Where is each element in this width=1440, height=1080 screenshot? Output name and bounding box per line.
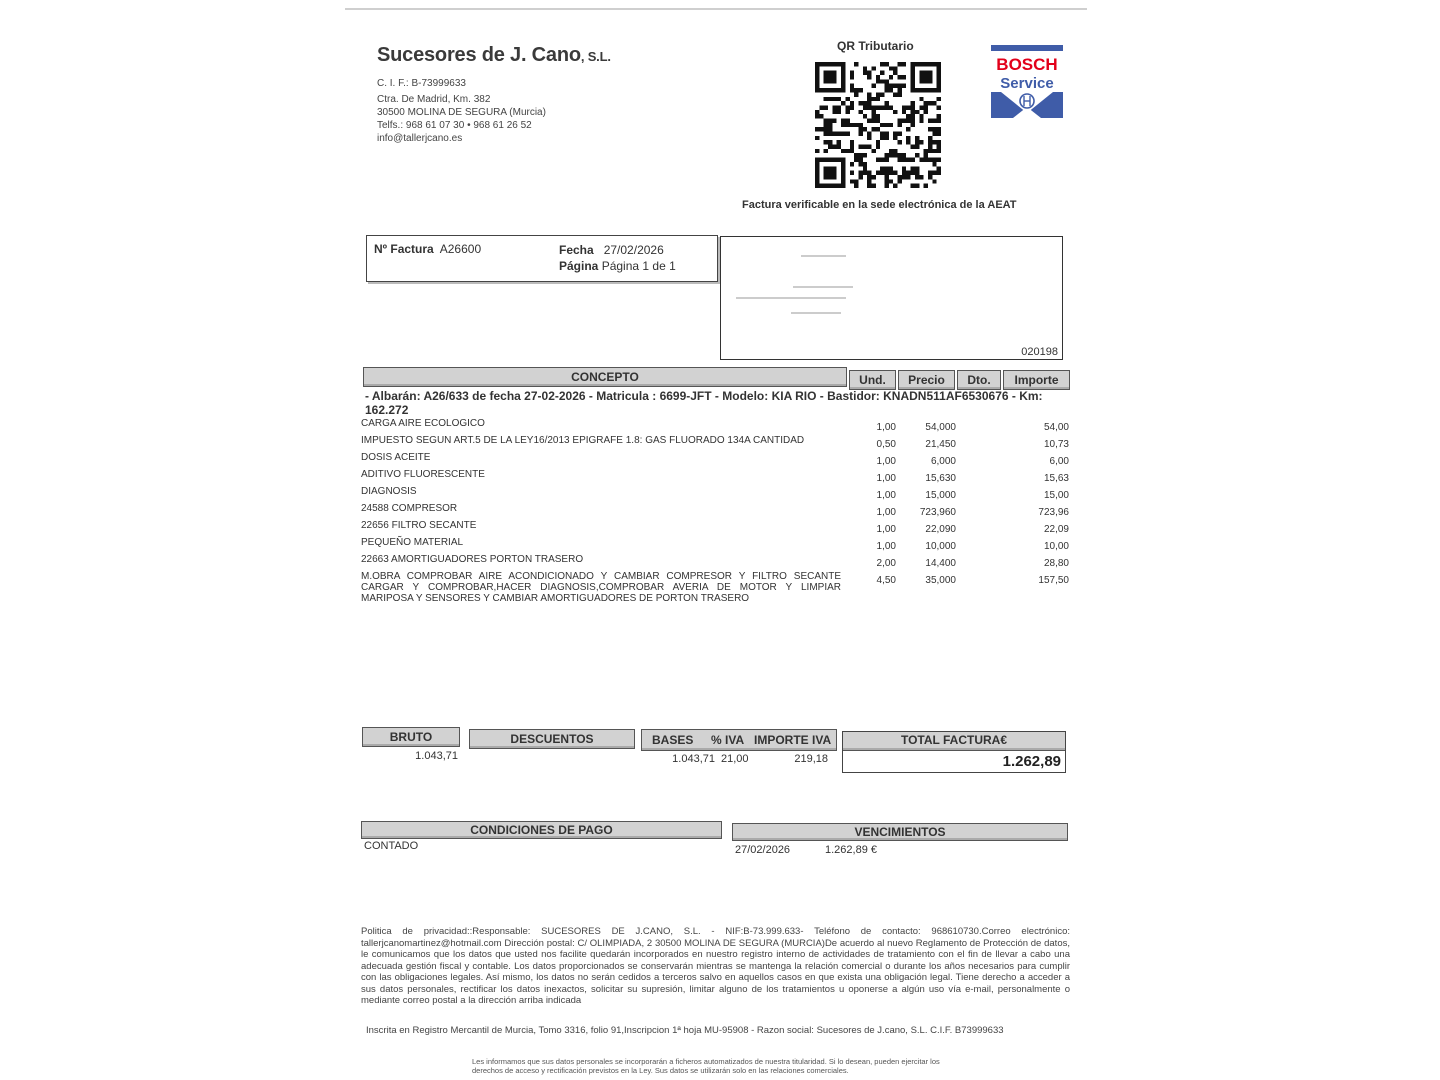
bases-label: BASES bbox=[652, 733, 694, 747]
header-concepto: CONCEPTO bbox=[363, 367, 847, 387]
row-description: 22663 AMORTIGUADORES PORTON TRASERO bbox=[361, 554, 584, 565]
row-price: 15,000 bbox=[925, 490, 956, 501]
descuentos-header: DESCUENTOS bbox=[469, 729, 635, 749]
row-price: 35,000 bbox=[925, 575, 956, 586]
row-amount: 54,00 bbox=[1043, 422, 1069, 433]
table-row bbox=[361, 503, 1071, 520]
row-units: 1,00 bbox=[876, 490, 896, 501]
table-row bbox=[361, 520, 1071, 537]
importe-iva-label: IMPORTE IVA bbox=[754, 733, 832, 747]
row-price: 54,000 bbox=[925, 422, 956, 433]
row-units: 4,50 bbox=[876, 575, 896, 586]
row-amount: 6,00 bbox=[1049, 456, 1069, 467]
albaran-line: - Albarán: A26/633 de fecha 27-02-2026 - Matricula : 6699-JFT - Modelo: KIA RIO - Bastidor: KNADN511AF6530676 - Km: 162.272 bbox=[365, 389, 1043, 417]
header-importe: Importe bbox=[1003, 370, 1070, 390]
data-notice: Les informamos que sus datos personales se incorporarán a ficheros automatizados de nuestra titularidad. Si lo desean, pueden ejercitar los derechos de acceso y rectificación previstos en la Ley. Sus datos se utilizarán solo en las relaciones comerciales. bbox=[472, 1057, 940, 1075]
invoice-page: Página 1 de 1 bbox=[601, 259, 676, 273]
invoice-info-box bbox=[366, 235, 718, 282]
qr-code-icon bbox=[815, 62, 941, 188]
row-description: CARGA AIRE ECOLOGICO bbox=[361, 418, 485, 429]
due-amount: 1.262,89 € bbox=[825, 844, 877, 856]
table-row bbox=[361, 537, 1071, 554]
invoice-date-label: Fecha bbox=[559, 243, 594, 257]
row-description: IMPUESTO SEGUN ART.5 DE LA LEY16/2013 EPIGRAFE 1.8: GAS FLUORADO 134A CANTIDAD bbox=[361, 435, 805, 446]
invoice-number-label: Nº Factura bbox=[374, 242, 434, 256]
line-items bbox=[361, 418, 1071, 611]
row-units: 1,00 bbox=[876, 456, 896, 467]
client-box bbox=[720, 236, 1063, 360]
row-description: M.OBRA COMPROBAR AIRE ACONDICIONADO Y CAMBIAR COMPRESOR Y FILTRO SECANTE CARGAR Y COMPROBAR,HACER DIAGNOSIS,COMPROBAR AVERIA DE MOTOR Y LIMPIAR MARIPOSA Y SENSORES Y CAMBIAR AMORTIGUADORES DE PORTON TRASERO bbox=[361, 571, 841, 604]
row-price: 10,000 bbox=[925, 541, 956, 552]
table-row bbox=[361, 486, 1071, 503]
conditions-header: CONDICIONES DE PAGO bbox=[361, 821, 722, 839]
qr-caption: Factura verificable en la sede electrónica de la AEAT bbox=[742, 199, 1017, 211]
company-suffix: , S.L. bbox=[580, 49, 611, 64]
page-top-border bbox=[345, 8, 1087, 10]
row-units: 1,00 bbox=[876, 524, 896, 535]
header-dto: Dto. bbox=[957, 370, 1001, 390]
row-units: 1,00 bbox=[876, 507, 896, 518]
company-name bbox=[377, 44, 611, 67]
row-description: DOSIS ACEITE bbox=[361, 452, 431, 463]
total-value: 1.262,89 bbox=[1002, 753, 1061, 770]
row-amount: 22,09 bbox=[1043, 524, 1069, 535]
bosch-service-logo bbox=[991, 45, 1063, 118]
table-row bbox=[361, 554, 1071, 571]
row-amount: 723,96 bbox=[1038, 507, 1069, 518]
invoice-date: 27/02/2026 bbox=[603, 243, 664, 257]
row-price: 6,000 bbox=[930, 456, 956, 467]
row-amount: 15,00 bbox=[1043, 490, 1069, 501]
company-address-1: Ctra. De Madrid, Km. 382 bbox=[377, 94, 491, 105]
bruto-value: 1.043,71 bbox=[415, 750, 458, 762]
privacy-policy: Politica de privacidad::Responsable: SUCESORES DE J.CANO, S.L. - NIF:B-73.999.633- Teléfono de contacto: 968610730.Correo electrónico: tallerjcanomartinez@hotmail.com Dirección postal: C/ OLIMPIADA, 2 30500 MOLINA DE SEGURA (MURCIA)De acuerdo al nuevo Reglamento de Protección de datos, le comunicamos que los datos que usted nos facilite quedarán incorporados en nuestro registro interno de actividades de tratamiento con el fin de llevar a cabo una adecuada gestión fiscal y contable. Los datos proporcionados se conservarán mientras se mantenga la relación comercial o durante los años necesarios para cumplir con las obligaciones legales. Así mismo, los datos no serán cedidos a terceros salvo en aquellos casos en que exista una obligación legal. Tiene derecho a acceder a sus datos personales, rectificar los datos inexactos, solicitar su supresión, limitar alguno de los tratamientos u oponerse a algún uso vía e-mail, personalmente o mediante correo postal a la dirección arriba indicada bbox=[361, 926, 1070, 1006]
row-units: 2,00 bbox=[876, 558, 896, 569]
company-address-2: 30500 MOLINA DE SEGURA (Murcia) bbox=[377, 107, 546, 118]
company-name-text: Sucesores de J. Cano bbox=[377, 44, 581, 66]
table-row bbox=[361, 571, 1071, 611]
row-description: ADITIVO FLUORESCENTE bbox=[361, 469, 485, 480]
table-row bbox=[361, 452, 1071, 469]
invoice-page-label: Página bbox=[559, 259, 599, 273]
iva-label: % IVA bbox=[711, 733, 745, 747]
conditions-value: CONTADO bbox=[364, 840, 419, 852]
row-price: 14,400 bbox=[925, 558, 956, 569]
row-units: 1,00 bbox=[876, 541, 896, 552]
total-box bbox=[842, 731, 1066, 773]
company-email: info@tallerjcano.es bbox=[377, 133, 463, 144]
row-amount: 157,50 bbox=[1038, 575, 1069, 586]
row-price: 15,630 bbox=[925, 473, 956, 484]
bases-value: 1.043,71 bbox=[672, 753, 715, 765]
client-code: 020198 bbox=[1021, 346, 1058, 358]
logo-service: Service bbox=[1000, 75, 1054, 92]
due-date: 27/02/2026 bbox=[735, 844, 791, 856]
importe-iva-value: 219,18 bbox=[794, 753, 828, 765]
table-row bbox=[361, 435, 1071, 452]
row-amount: 28,80 bbox=[1043, 558, 1069, 569]
row-description: 24588 COMPRESOR bbox=[361, 503, 458, 514]
row-amount: 10,73 bbox=[1043, 439, 1069, 450]
row-units: 0,50 bbox=[876, 439, 896, 450]
vencimientos-header: VENCIMIENTOS bbox=[732, 823, 1068, 841]
company-phones: Telfs.: 968 61 07 30 • 968 61 26 52 bbox=[377, 120, 532, 131]
qr-title: QR Tributario bbox=[837, 39, 914, 53]
row-description: PEQUEÑO MATERIAL bbox=[361, 537, 464, 548]
company-cif: C. I. F.: B-73999633 bbox=[377, 78, 466, 89]
header-precio: Precio bbox=[898, 370, 955, 390]
total-header: TOTAL FACTURA€ bbox=[843, 732, 1065, 751]
row-amount: 10,00 bbox=[1043, 541, 1069, 552]
row-description: DIAGNOSIS bbox=[361, 486, 417, 497]
table-row bbox=[361, 418, 1071, 435]
bruto-header: BRUTO bbox=[362, 727, 460, 747]
row-units: 1,00 bbox=[876, 473, 896, 484]
bases-iva-header bbox=[641, 729, 837, 751]
invoice-number: A26600 bbox=[439, 242, 482, 256]
header-und: Und. bbox=[849, 370, 896, 390]
registry-info: Inscrita en Registro Mercantil de Murcia, Tomo 3316, folio 91,Inscripcion 1ª hoja MU-95908 - Razon social: Sucesores de J.cano, S.L. C.I.F. B73999633 bbox=[366, 1025, 1004, 1036]
row-description: 22656 FILTRO SECANTE bbox=[361, 520, 477, 531]
row-units: 1,00 bbox=[876, 422, 896, 433]
table-row bbox=[361, 469, 1071, 486]
iva-value: 21,00 bbox=[721, 753, 749, 765]
row-price: 21,450 bbox=[925, 439, 956, 450]
row-amount: 15,63 bbox=[1043, 473, 1069, 484]
logo-brand: BOSCH bbox=[996, 55, 1058, 74]
row-price: 723,960 bbox=[919, 507, 956, 518]
row-price: 22,090 bbox=[925, 524, 956, 535]
